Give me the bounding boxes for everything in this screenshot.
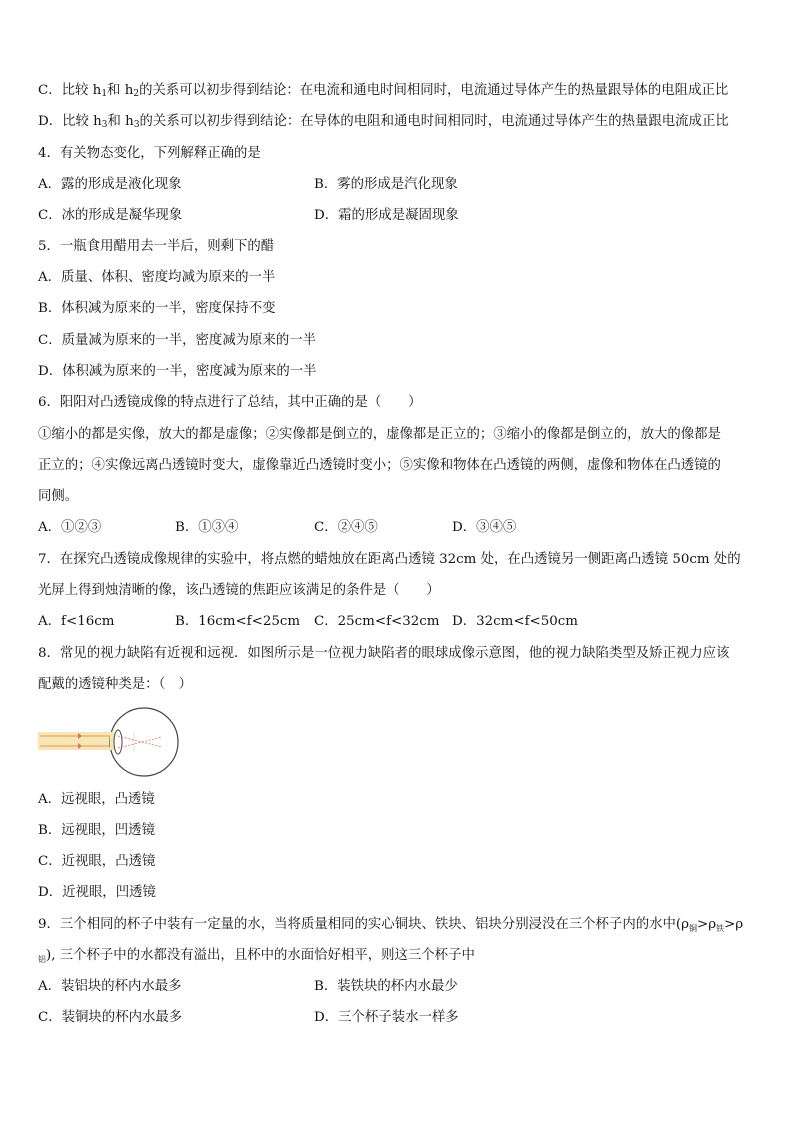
q8-stem-line2: 配戴的透镜种类是：（ ） — [38, 677, 192, 692]
q6-option-b: B．①③④ — [175, 520, 239, 535]
q5-stem: 5．一瓶食用醋用去一半后，则剩下的醋 — [38, 239, 275, 254]
q8-option-b: B．远视眼，凹透镜 — [38, 823, 155, 838]
q4-option-c: C．冰的形成是凝华现象 — [38, 208, 183, 223]
q6-option-d: D．③④⑤ — [452, 520, 517, 535]
q8-option-a: A．远视眼，凸透镜 — [38, 792, 155, 807]
q9-option-a: A．装铝块的杯内水最多 — [38, 979, 182, 994]
q6-option-c: C．②④⑤ — [314, 520, 378, 535]
q5-option-b: B．体积减为原来的一半，密度保持不变 — [38, 301, 276, 316]
q8-stem-line1: 8．常见的视力缺陷有近视和远视．如图所示是一位视力缺陷者的眼球成像示意图，他的视力缺陷类型及矫正视力应该 — [38, 646, 730, 661]
eye-lens — [114, 730, 122, 754]
q5-option-c: C．质量减为原来的一半，密度减为原来的一半 — [38, 333, 317, 348]
q5-option-d: D．体积减为原来的一半，密度减为原来的一半 — [38, 364, 317, 379]
q9-option-b: B．装铁块的杯内水最少 — [314, 979, 458, 994]
q4-option-b: B．雾的形成是汽化现象 — [314, 177, 458, 192]
q6-body-line3: 同侧。 — [38, 489, 79, 504]
q7-stem-line2: 光屏上得到烛清晰的像，该凸透镜的焦距应该满足的条件是（ ） — [38, 583, 440, 598]
q4-option-d: D．霜的形成是凝固现象 — [314, 208, 459, 223]
q7-option-b: B．16cm<f<25cm — [175, 614, 301, 629]
q6-body-line1: ①缩小的都是实像，放大的都是虚像；②实像都是倒立的，虚像都是正立的；③缩小的像都是倒立的，放大的像都是 — [38, 427, 721, 442]
q9-stem-line1: 9．三个相同的杯子中装有一定量的水，当将质量相同的实心铜块、铁块、铝块分别浸没在三个杯子内的水中($\rho_铜>\rho_铁>\rho$ — [38, 917, 744, 933]
q6-stem: 6．阳阳对凸透镜成像的特点进行了总结，其中正确的是（ ） — [38, 395, 422, 410]
q3-option-d: D．比较 $h_3$和 $h_3$的关系可以初步得到结论：在导体的电阻和通电时间相同时，电流通过导体产生的热量跟电流成正比 — [38, 114, 729, 130]
q9-stem-line2: $_铝$), 三个杯子中的水都没有溢出，且杯中的水面恰好相平，则这三个杯子中 — [38, 948, 475, 964]
eye-diagram — [38, 706, 180, 782]
q7-option-c: C．25cm<f<32cm — [314, 614, 440, 629]
q8-option-d: D．近视眼，凹透镜 — [38, 885, 156, 900]
q6-option-a: A．①②③ — [38, 520, 102, 535]
q9-option-d: D．三个杯子装水一样多 — [314, 1010, 459, 1025]
q4-stem: 4．有关物态变化，下列解释正确的是 — [38, 146, 261, 161]
q8-option-c: C．近视眼，凸透镜 — [38, 854, 156, 869]
q5-option-a: A．质量、体积、密度均减为原来的一半 — [38, 270, 276, 285]
q7-stem-line1: 7．在探究凸透镜成像规律的实验中，将点燃的蜡烛放在距离凸透镜 32cm 处，在凸透镜另一侧距离凸透镜 50cm 处的 — [38, 552, 741, 567]
q7-option-a: A．f<16cm — [38, 614, 115, 629]
q4-option-a: A．露的形成是液化现象 — [38, 177, 182, 192]
q6-body-line2: 正立的；④实像远离凸透镜时变大，虚像靠近凸透镜时变小；⑤实像和物体在凸透镜的两侧，虚像和物体在凸透镜的 — [38, 458, 721, 473]
q3-option-c: C．比较 $h_1$和 $h_2$的关系可以初步得到结论：在电流和通电时间相同时，电流通过导体产生的热量跟导体的电阻成正比 — [38, 83, 729, 99]
q7-option-d: D．32cm<f<50cm — [452, 614, 578, 629]
q9-option-c: C．装铜块的杯内水最多 — [38, 1010, 183, 1025]
